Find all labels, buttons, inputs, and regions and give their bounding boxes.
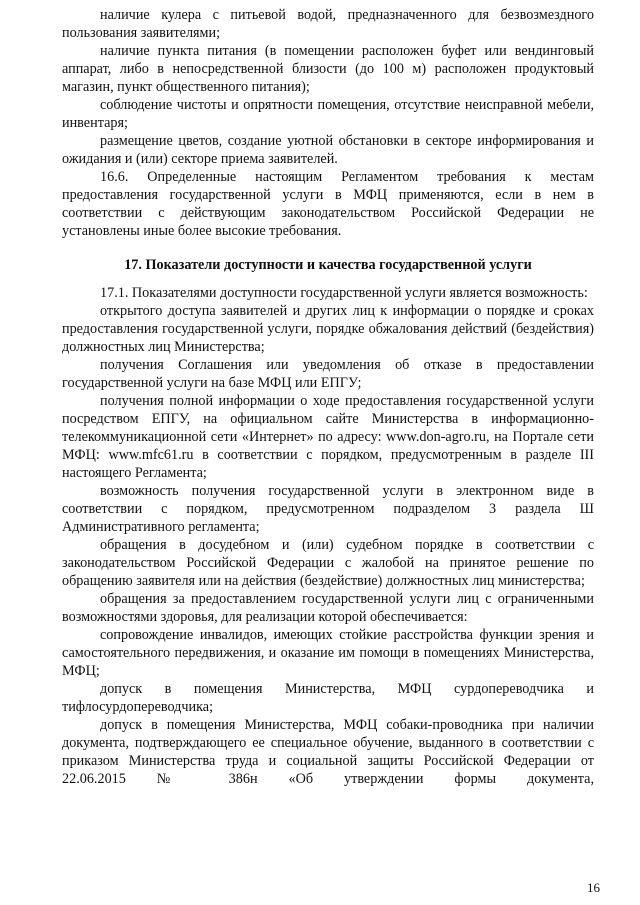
page-number: 16: [587, 880, 600, 895]
paragraph: допуск в помещения Министерства, МФЦ сурдопереводчика и тифлосурдопереводчика;: [62, 681, 594, 715]
paragraph: допуск в помещения Министерства, МФЦ собаки-проводника при наличии документа, подтверждающего ее специальное обучение, выданного в соответствии с приказом Министерства труда и социальной защиты Российской Федерации от 22.06.2015 № 386н «Об утверждении формы документа,: [62, 717, 594, 787]
document-page: [62, 6, 594, 788]
paragraph: 16.6. Определенные настоящим Регламентом требования к местам предоставления государственной услуги в МФЦ применяются, если в нем в соответствии с действующим законодательством Российской Федерации не установлены иные более высокие требования.: [62, 169, 594, 239]
paragraph: обращения в досудебном и (или) судебном порядке в соответствии с законодательством Российской Федерации с жалобой на принятое решение по обращению заявителя или на действия (бездействие) должностных лиц министерства;: [62, 537, 594, 589]
paragraph: 17.1. Показателями доступности государственной услуги является возможность:: [100, 285, 588, 301]
paragraph: получения полной информации о ходе предоставления государственной услуги посредством ЕПГУ, на официальном сайте Министерства в информационно-телекоммуникационной сети «Интернет» по адресу: www.don-agro.ru, на Портале сети МФЦ: www.mfc61.ru в соответствии с порядком, предусмотренным в разделе III настоящего Регламента;: [62, 393, 594, 481]
paragraph: наличие кулера с питьевой водой, предназначенного для безвозмездного пользования заявителями;: [62, 7, 594, 41]
paragraph: соблюдение чистоты и опрятности помещения, отсутствие неисправной мебели, инвентаря;: [62, 97, 594, 131]
paragraph: получения Соглашения или уведомления об отказе в предоставлении государственной услуги на базе МФЦ или ЕПГУ;: [62, 357, 594, 391]
paragraph: возможность получения государственной услуги в электронном виде в соответствии с порядком, предусмотренном подразделом 3 раздела Ш Административного регламента;: [62, 483, 594, 535]
section-heading: 17. Показатели доступности и качества государственной услуги: [124, 257, 532, 273]
paragraph: размещение цветов, создание уютной обстановки в секторе информирования и ожидания и (или) секторе приема заявителей.: [62, 133, 594, 167]
paragraph: сопровождение инвалидов, имеющих стойкие расстройства функции зрения и самостоятельного передвижения, и оказание им помощи в помещениях Министерства, МФЦ;: [62, 627, 594, 679]
paragraph: открытого доступа заявителей и других лиц к информации о порядке и сроках предоставления государственной услуги, порядке обжалования действий (бездействия) должностных лиц Министерства;: [62, 303, 594, 355]
paragraph: наличие пункта питания (в помещении расположен буфет или вендинговый аппарат, либо в непосредственной близости (до 100 м) расположен продуктовый магазин, пункт общественного питания);: [62, 43, 594, 95]
paragraph: обращения за предоставлением государственной услуги лиц с ограниченными возможностями здоровья, для реализации которой обеспечивается:: [62, 591, 594, 625]
